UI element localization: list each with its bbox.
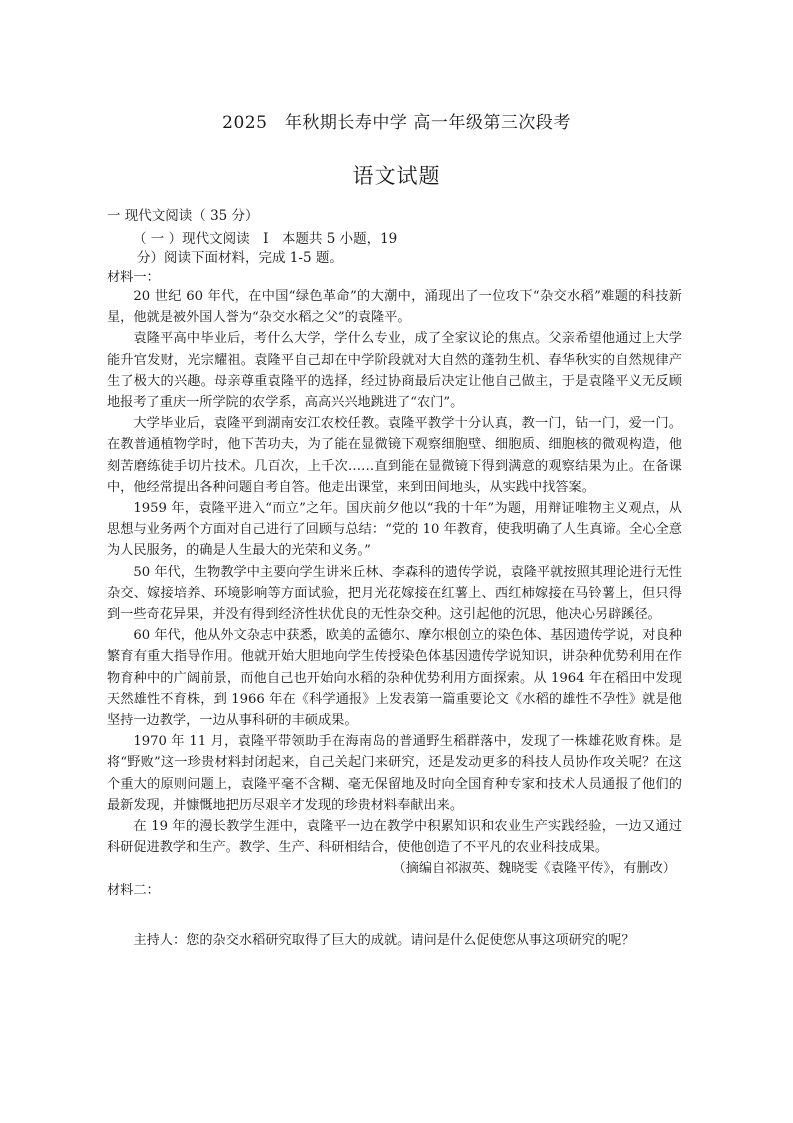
host-question: 主持人：您的杂交水稻研究取得了巨大的成就。请问是什么促使您从事这项研究的呢？	[133, 933, 635, 948]
paragraph: 20 世纪 60 年代，在中国“绿色革命”的大潮中，涌现出了一位攻下“杂交水稻”难题的科技新星，他就是被外国人誉为“杂交水稻之父”的袁隆平。	[107, 289, 682, 326]
subsection-heading: （ 一 ）现代文阅读 I 本题共 5 小题，19	[133, 231, 398, 247]
material-one-body	[107, 286, 682, 901]
exam-title: 2025 年秋期长寿中学 高一年级第三次段考	[222, 113, 571, 133]
paragraph: 大学毕业后，袁隆平到湖南安江农校任教。袁隆平教学十分认真，教一门，钻一门，爱一门。在教普通植物学时，他下苦功夫，为了能在显微镜下观察细胞壁、细胞质、细胞核的微观构造，他刻苦磨练徒手切片技术。几百次，上千次……直到能在显微镜下得到满意的观察结果为止。在备课中，他经常提出各种问题自考自答。他走出课堂，来到田间地头，从实践中找答案。	[107, 416, 682, 495]
paragraph: 1959 年，袁隆平进入“而立”之年。国庆前夕他以“我的十年”为题，用辩证唯物主义观点，从思想与业务两个方面对自己进行了回顾与总结：“党的 10 年教育，使我明确了人生真谛。全心全意为人民服务，的确是人生最大的光荣和义务。”	[107, 501, 682, 559]
material-label: 材料一：	[107, 270, 160, 285]
paragraph: 1970 年 11 月，袁隆平带领助手在海南岛的普通野生稻群落中，发现了一株雄花败育株。是将“野败”这一珍贵材料封闭起来，自己关起门来研究，还是发动更多的科技人员协作攻关呢？在这个重大的原则问题上，袁隆平毫不含糊、毫无保留地及时向全国育种专家和技术人员通报了他们的最新发现，并慷慨地把历尽艰辛才发现的珍贵材料奉献出来。	[107, 734, 682, 813]
section-heading: 一 现代文阅读（ 35 分）	[107, 208, 259, 224]
paragraph: 在 19 年的漫长教学生涯中，袁隆平一边在教学中积累知识和农业生产实践经验，一边又通过科研促进教学和生产。教学、生产、科研相结合，使他创造了不平凡的农业科技成果。	[107, 819, 682, 856]
subsection-instruction: 分）阅读下面材料，完成 1-5 题。	[137, 250, 343, 266]
paragraph: 袁隆平高中毕业后，考什么大学，学什么专业，成了全家议论的焦点。父亲希望他通过上大学能升官发财，光宗耀祖。袁隆平自己却在中学阶段就对大自然的蓬勃生机、春华秋实的自然规律产生了极大的兴趣。母亲尊重袁隆平的选择，经过协商最后决定让他自己做主，于是袁隆平义无反顾地报考了重庆一所学院的农学系，高高兴兴地跳进了“农门”。	[107, 331, 682, 411]
paragraph: 50 年代，生物教学中主要向学生讲米丘林、李森科的遗传学说，袁隆平就按照其理论进行无性杂交、嫁接培养、环境影响等方面试验，把月光花嫁接在红薯上、西红柿嫁接在马铃薯上，但只得到一些奇花异果，并没有得到经济性状优良的无性杂交种。这引起他的沉思，他决心另辟蹊径。	[107, 564, 682, 623]
material-label: 材料二：	[107, 882, 160, 898]
paragraph: 60 年代，他从外文杂志中获悉，欧美的孟德尔、摩尔根创立的染色体、基因遗传学说，对良种繁育有重大指导作用。他就开始大胆地向学生传授染色体基因遗传学说知识，讲杂种优势利用在作物育种中的广阔前景，而他自己也开始向水稻的杂种优势利用方面探索。从 1964 年在稻田中发现天然雄性不育株，到 1966 年在《科学通报》上发表第一篇重要论文《水稻的雄性不孕性》就是他坚持一边教学，一边从事科研的丰硕成果。	[107, 628, 682, 729]
subject-title: 语文试题	[352, 164, 441, 188]
source-citation: （摘编自祁淑英、魏晓雯《袁隆平传》，有删改）	[392, 861, 676, 877]
